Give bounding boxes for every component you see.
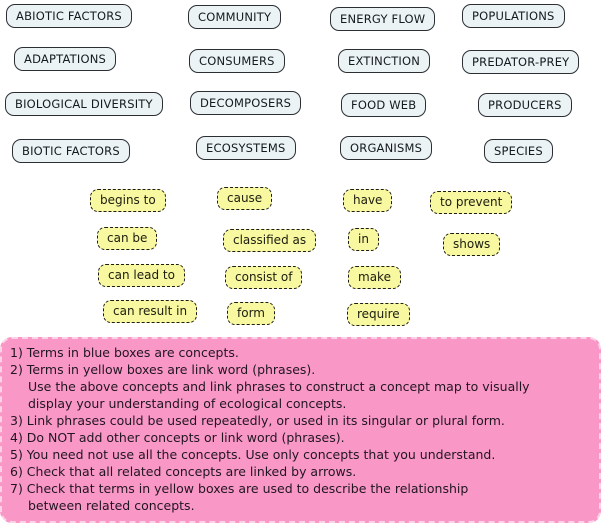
concept-biotic-factors[interactable]: BIOTIC FACTORS	[12, 139, 130, 163]
link-phrase-to-prevent[interactable]: to prevent	[430, 191, 512, 214]
link-phrase-have[interactable]: have	[343, 189, 392, 212]
concept-abiotic-factors[interactable]: ABIOTIC FACTORS	[6, 4, 132, 28]
link-phrase-cause[interactable]: cause	[217, 187, 272, 210]
concept-ecosystems[interactable]: ECOSYSTEMS	[196, 136, 296, 160]
concept-extinction[interactable]: EXTINCTION	[338, 49, 430, 73]
link-phrase-consist-of[interactable]: consist of	[225, 266, 302, 289]
link-phrase-shows[interactable]: shows	[443, 233, 500, 256]
concept-decomposers[interactable]: DECOMPOSERS	[190, 91, 301, 115]
instruction-line-4: 4) Do NOT add other concepts or link word (phrases).	[10, 430, 345, 445]
link-phrase-can-be[interactable]: can be	[97, 227, 157, 250]
link-phrase-in[interactable]: in	[348, 228, 379, 251]
concept-adaptations[interactable]: ADAPTATIONS	[14, 47, 116, 71]
concept-consumers[interactable]: CONSUMERS	[189, 49, 285, 73]
link-phrase-require[interactable]: require	[347, 303, 410, 326]
instruction-line-2: 2) Terms in yellow boxes are link word (phrases).	[10, 362, 316, 377]
concept-populations[interactable]: POPULATIONS	[462, 4, 565, 28]
instruction-line-7b: between related concepts.	[28, 498, 195, 513]
concept-food-web[interactable]: FOOD WEB	[341, 93, 426, 117]
concept-predator-prey[interactable]: PREDATOR-PREY	[462, 50, 579, 74]
instruction-line-5: 5) You need not use all the concepts. Use only concepts that you understand.	[10, 447, 496, 462]
instruction-line-6: 6) Check that all related concepts are linked by arrows.	[10, 464, 357, 479]
link-phrase-make[interactable]: make	[348, 266, 401, 289]
concept-energy-flow[interactable]: ENERGY FLOW	[330, 7, 435, 31]
instruction-line-2c: display your understanding of ecological concepts.	[28, 396, 347, 411]
concept-producers[interactable]: PRODUCERS	[478, 93, 572, 117]
concept-organisms[interactable]: ORGANISMS	[340, 136, 432, 160]
instructions-panel	[0, 337, 601, 523]
link-phrase-can-result-in[interactable]: can result in	[103, 300, 197, 323]
link-phrase-form[interactable]: form	[227, 302, 275, 325]
instruction-line-1: 1) Terms in blue boxes are concepts.	[10, 345, 239, 360]
instruction-line-2b: Use the above concepts and link phrases to construct a concept map to visually	[28, 379, 530, 394]
link-phrase-begins-to[interactable]: begins to	[90, 189, 166, 212]
link-phrase-can-lead-to[interactable]: can lead to	[98, 264, 185, 287]
link-phrase-classified-as[interactable]: classified as	[223, 229, 316, 252]
concept-biological-diversity[interactable]: BIOLOGICAL DIVERSITY	[5, 92, 163, 116]
instruction-line-3: 3) Link phrases could be used repeatedly, or used in its singular or plural form.	[10, 413, 505, 428]
concept-community[interactable]: COMMUNITY	[188, 5, 281, 29]
concept-species[interactable]: SPECIES	[484, 139, 553, 163]
instruction-line-7: 7) Check that terms in yellow boxes are used to describe the relationship	[10, 481, 469, 496]
